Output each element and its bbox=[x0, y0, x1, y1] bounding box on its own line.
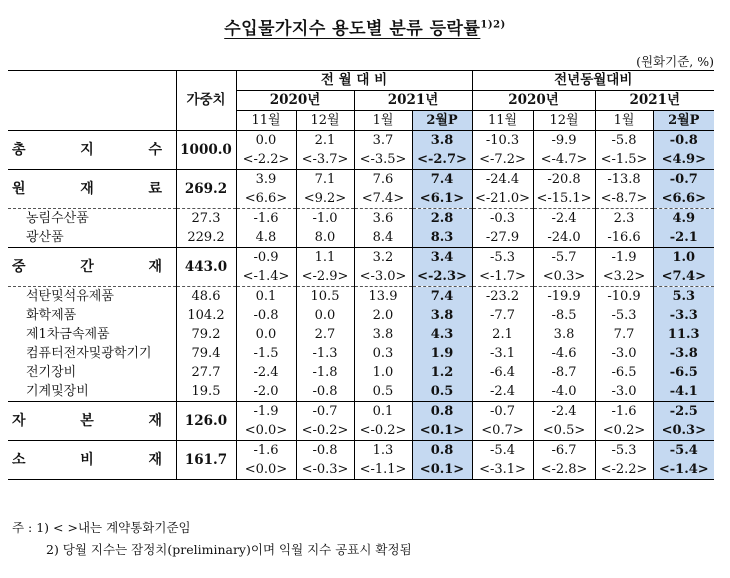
footnote-2: 2) 당월 지수는 잠정치(preliminary)이며 익월 지수 공표시 확정됨 bbox=[46, 542, 412, 557]
category-row bbox=[8, 170, 714, 190]
row-weight: 48.6 bbox=[176, 287, 236, 307]
value-cell: 11.3 bbox=[653, 325, 714, 344]
row-label bbox=[8, 382, 176, 402]
header-year: 2020년 bbox=[472, 91, 595, 111]
row-weight: 161.7 bbox=[176, 441, 236, 480]
subcategory-row bbox=[8, 287, 714, 307]
value-cell: -5.3 bbox=[472, 248, 533, 268]
contract-value-cell: <7.4> bbox=[653, 267, 714, 287]
row-weight: 27.7 bbox=[176, 363, 236, 382]
value-cell: 2.1 bbox=[472, 325, 533, 344]
value-cell: 1.9 bbox=[412, 344, 472, 363]
row-weight: 126.0 bbox=[176, 402, 236, 441]
value-cell: -6.7 bbox=[533, 441, 595, 461]
value-cell: 3.6 bbox=[354, 209, 412, 229]
contract-value-cell: <6.6> bbox=[653, 189, 714, 209]
value-cell: -1.6 bbox=[236, 441, 296, 461]
value-cell: -6.4 bbox=[472, 363, 533, 382]
value-cell: 1.2 bbox=[412, 363, 472, 382]
value-cell: -10.9 bbox=[595, 287, 653, 307]
contract-value-cell: <-3.0> bbox=[354, 267, 412, 287]
row-label-text: 농림수산품 bbox=[26, 211, 89, 226]
value-cell: 7.1 bbox=[296, 170, 354, 190]
value-cell: -2.5 bbox=[653, 402, 714, 422]
value-cell: 0.0 bbox=[236, 131, 296, 151]
row-weight: 104.2 bbox=[176, 306, 236, 325]
value-cell: 3.8 bbox=[533, 325, 595, 344]
row-label-text: 석탄및석유제품 bbox=[26, 289, 114, 304]
value-cell: -2.4 bbox=[533, 209, 595, 229]
contract-value-cell: <-2.7> bbox=[412, 150, 472, 170]
contract-value-cell: <4.9> bbox=[653, 150, 714, 170]
value-cell: 2.8 bbox=[412, 209, 472, 229]
value-cell: -0.7 bbox=[653, 170, 714, 190]
footnote-1: 주 : 1) < >내는 계약통화기준임 bbox=[12, 520, 191, 535]
category-row bbox=[8, 131, 714, 151]
value-cell: 0.8 bbox=[412, 441, 472, 461]
header-month: 12월 bbox=[296, 111, 354, 131]
contract-value-cell: <-2.2> bbox=[236, 150, 296, 170]
value-cell: 1.0 bbox=[354, 363, 412, 382]
contract-value-cell: <7.4> bbox=[354, 189, 412, 209]
value-cell: -8.5 bbox=[533, 306, 595, 325]
value-cell: 0.1 bbox=[236, 287, 296, 307]
contract-value-cell: <-1.4> bbox=[653, 460, 714, 480]
row-label bbox=[8, 248, 176, 287]
value-cell: -4.1 bbox=[653, 382, 714, 402]
value-cell: -3.1 bbox=[472, 344, 533, 363]
row-label bbox=[8, 441, 176, 480]
value-cell: -7.7 bbox=[472, 306, 533, 325]
value-cell: -4.0 bbox=[533, 382, 595, 402]
value-cell: -20.8 bbox=[533, 170, 595, 190]
header-month: 1월 bbox=[354, 111, 412, 131]
contract-value-cell: <-4.7> bbox=[533, 150, 595, 170]
value-cell: -5.3 bbox=[595, 441, 653, 461]
subcategory-row bbox=[8, 344, 714, 363]
value-cell: -1.6 bbox=[595, 402, 653, 422]
value-cell: 2.1 bbox=[296, 131, 354, 151]
contract-value-cell: <9.2> bbox=[296, 189, 354, 209]
value-cell: 0.1 bbox=[354, 402, 412, 422]
header-year: 2021년 bbox=[354, 91, 472, 111]
contract-value-cell: <3.2> bbox=[595, 267, 653, 287]
value-cell: -2.4 bbox=[236, 363, 296, 382]
value-cell: -3.8 bbox=[653, 344, 714, 363]
value-cell: -0.3 bbox=[472, 209, 533, 229]
row-weight: 269.2 bbox=[176, 170, 236, 209]
value-cell: -0.8 bbox=[653, 131, 714, 151]
value-cell: -5.4 bbox=[653, 441, 714, 461]
value-cell: 7.4 bbox=[412, 170, 472, 190]
row-label-text: 제1차금속제품 bbox=[26, 327, 110, 342]
value-cell: -0.9 bbox=[236, 248, 296, 268]
header-weight: 가중치 bbox=[176, 71, 236, 131]
row-label bbox=[8, 306, 176, 325]
row-label-text: 전기장비 bbox=[26, 365, 77, 380]
value-cell: 3.9 bbox=[236, 170, 296, 190]
value-cell: 0.5 bbox=[354, 382, 412, 402]
value-cell: -10.3 bbox=[472, 131, 533, 151]
row-weight: 19.5 bbox=[176, 382, 236, 402]
value-cell: 3.8 bbox=[412, 306, 472, 325]
value-cell: 2.7 bbox=[296, 325, 354, 344]
value-cell: 7.7 bbox=[595, 325, 653, 344]
row-label-text: 컴퓨터전자및광학기기 bbox=[26, 346, 152, 361]
value-cell: 8.4 bbox=[354, 228, 412, 248]
row-label-text: 소 비 재 bbox=[12, 451, 162, 468]
contract-value-cell: <-0.2> bbox=[354, 421, 412, 441]
contract-value-cell: <0.1> bbox=[412, 421, 472, 441]
value-cell: -24.4 bbox=[472, 170, 533, 190]
header-month: 11월 bbox=[236, 111, 296, 131]
contract-value-cell: <-2.9> bbox=[296, 267, 354, 287]
contract-value-cell: <-3.1> bbox=[472, 460, 533, 480]
value-cell: -0.7 bbox=[472, 402, 533, 422]
value-cell: 4.8 bbox=[236, 228, 296, 248]
row-label-text: 화학제품 bbox=[26, 308, 77, 323]
table-title bbox=[0, 14, 730, 39]
value-cell: -23.2 bbox=[472, 287, 533, 307]
value-cell: -3.0 bbox=[595, 382, 653, 402]
value-cell: 0.0 bbox=[296, 306, 354, 325]
value-cell: -2.1 bbox=[653, 228, 714, 248]
row-label-text: 광산품 bbox=[26, 230, 64, 245]
row-weight: 229.2 bbox=[176, 228, 236, 248]
subcategory-row bbox=[8, 363, 714, 382]
value-cell: -1.5 bbox=[236, 344, 296, 363]
row-label bbox=[8, 209, 176, 229]
contract-value-cell: <0.2> bbox=[595, 421, 653, 441]
row-label bbox=[8, 325, 176, 344]
value-cell: 8.0 bbox=[296, 228, 354, 248]
value-cell: -1.8 bbox=[296, 363, 354, 382]
contract-value-cell: <-3.5> bbox=[354, 150, 412, 170]
row-label bbox=[8, 228, 176, 248]
row-label bbox=[8, 170, 176, 209]
value-cell: 3.2 bbox=[354, 248, 412, 268]
value-cell: -0.8 bbox=[236, 306, 296, 325]
value-cell: -24.0 bbox=[533, 228, 595, 248]
value-cell: 3.4 bbox=[412, 248, 472, 268]
subcategory-row bbox=[8, 209, 714, 229]
row-weight: 1000.0 bbox=[176, 131, 236, 170]
row-label-text: 총 지 수 bbox=[12, 141, 162, 158]
value-cell: 2.0 bbox=[354, 306, 412, 325]
subcategory-row bbox=[8, 306, 714, 325]
value-cell: -13.8 bbox=[595, 170, 653, 190]
title-footnote-marks: 1)2) bbox=[480, 19, 506, 31]
value-cell: -27.9 bbox=[472, 228, 533, 248]
contract-value-cell: <-2.3> bbox=[412, 267, 472, 287]
value-cell: 0.3 bbox=[354, 344, 412, 363]
value-cell: -5.3 bbox=[595, 306, 653, 325]
header-empty bbox=[8, 71, 176, 131]
row-weight: 443.0 bbox=[176, 248, 236, 287]
contract-value-cell: <-1.7> bbox=[472, 267, 533, 287]
value-cell: -1.9 bbox=[236, 402, 296, 422]
header-month: 11월 bbox=[472, 111, 533, 131]
value-cell: -2.0 bbox=[236, 382, 296, 402]
value-cell: 8.3 bbox=[412, 228, 472, 248]
value-cell: -1.3 bbox=[296, 344, 354, 363]
contract-value-cell: <-1.5> bbox=[595, 150, 653, 170]
value-cell: -9.9 bbox=[533, 131, 595, 151]
row-label bbox=[8, 287, 176, 307]
subcategory-row bbox=[8, 325, 714, 344]
contract-value-cell: <-15.1> bbox=[533, 189, 595, 209]
value-cell: -2.4 bbox=[533, 402, 595, 422]
header-mom: 전 월 대 비 bbox=[236, 71, 472, 91]
value-cell: 0.0 bbox=[236, 325, 296, 344]
value-cell: 5.3 bbox=[653, 287, 714, 307]
value-cell: 7.6 bbox=[354, 170, 412, 190]
value-cell: -2.4 bbox=[472, 382, 533, 402]
category-row bbox=[8, 248, 714, 268]
row-label bbox=[8, 363, 176, 382]
value-cell: 3.7 bbox=[354, 131, 412, 151]
value-cell: -8.7 bbox=[533, 363, 595, 382]
value-cell: -1.9 bbox=[595, 248, 653, 268]
header-year: 2020년 bbox=[236, 91, 354, 111]
value-cell: -5.8 bbox=[595, 131, 653, 151]
row-weight: 79.2 bbox=[176, 325, 236, 344]
category-row bbox=[8, 441, 714, 461]
contract-value-cell: <6.6> bbox=[236, 189, 296, 209]
value-cell: -4.6 bbox=[533, 344, 595, 363]
header-month: 12월 bbox=[533, 111, 595, 131]
contract-value-cell: <0.1> bbox=[412, 460, 472, 480]
value-cell: -0.7 bbox=[296, 402, 354, 422]
subcategory-row bbox=[8, 382, 714, 402]
contract-value-cell: <-7.2> bbox=[472, 150, 533, 170]
header-month: 2월P bbox=[653, 111, 714, 131]
header-month: 1월 bbox=[595, 111, 653, 131]
row-label-text: 중 간 재 bbox=[12, 258, 162, 275]
contract-value-cell: <0.0> bbox=[236, 421, 296, 441]
contract-value-cell: <6.1> bbox=[412, 189, 472, 209]
contract-value-cell: <0.7> bbox=[472, 421, 533, 441]
header-year: 2021년 bbox=[595, 91, 714, 111]
header-month: 2월P bbox=[412, 111, 472, 131]
value-cell: -0.8 bbox=[296, 441, 354, 461]
contract-value-cell: <-2.8> bbox=[533, 460, 595, 480]
value-cell: -16.6 bbox=[595, 228, 653, 248]
contract-value-cell: <-0.3> bbox=[296, 460, 354, 480]
value-cell: 10.5 bbox=[296, 287, 354, 307]
value-cell: 0.5 bbox=[412, 382, 472, 402]
value-cell: -3.3 bbox=[653, 306, 714, 325]
title-text: 수입물가지수 용도별 분류 등락률 bbox=[224, 19, 481, 39]
value-cell: 0.8 bbox=[412, 402, 472, 422]
row-label bbox=[8, 402, 176, 441]
value-cell: -19.9 bbox=[533, 287, 595, 307]
value-cell: -1.6 bbox=[236, 209, 296, 229]
value-cell: -3.0 bbox=[595, 344, 653, 363]
value-cell: -5.4 bbox=[472, 441, 533, 461]
contract-value-cell: <-0.2> bbox=[296, 421, 354, 441]
category-row bbox=[8, 402, 714, 422]
value-cell: 3.8 bbox=[412, 131, 472, 151]
value-cell: 7.4 bbox=[412, 287, 472, 307]
contract-value-cell: <0.5> bbox=[533, 421, 595, 441]
value-cell: -6.5 bbox=[653, 363, 714, 382]
value-cell: 4.3 bbox=[412, 325, 472, 344]
row-weight: 27.3 bbox=[176, 209, 236, 229]
contract-value-cell: <-1.1> bbox=[354, 460, 412, 480]
value-cell: -6.5 bbox=[595, 363, 653, 382]
contract-value-cell: <-3.7> bbox=[296, 150, 354, 170]
row-label-text: 자 본 재 bbox=[12, 412, 162, 429]
row-weight: 79.4 bbox=[176, 344, 236, 363]
header-row-groups bbox=[8, 71, 714, 91]
contract-value-cell: <-21.0> bbox=[472, 189, 533, 209]
value-cell: 3.8 bbox=[354, 325, 412, 344]
contract-value-cell: <-2.2> bbox=[595, 460, 653, 480]
contract-value-cell: <0.0> bbox=[236, 460, 296, 480]
value-cell: -5.7 bbox=[533, 248, 595, 268]
value-cell: -0.8 bbox=[296, 382, 354, 402]
contract-value-cell: <-8.7> bbox=[595, 189, 653, 209]
value-cell: 1.1 bbox=[296, 248, 354, 268]
subcategory-row bbox=[8, 228, 714, 248]
row-label bbox=[8, 131, 176, 170]
contract-value-cell: <0.3> bbox=[653, 421, 714, 441]
row-label-text: 원 재 료 bbox=[12, 180, 162, 197]
row-label bbox=[8, 344, 176, 363]
value-cell: 2.3 bbox=[595, 209, 653, 229]
value-cell: 1.0 bbox=[653, 248, 714, 268]
value-cell: 4.9 bbox=[653, 209, 714, 229]
value-cell: 1.3 bbox=[354, 441, 412, 461]
contract-value-cell: <-1.4> bbox=[236, 267, 296, 287]
import-price-table bbox=[8, 70, 714, 480]
contract-value-cell: <0.3> bbox=[533, 267, 595, 287]
unit-label: (원화기준, %) bbox=[636, 54, 714, 69]
value-cell: -1.0 bbox=[296, 209, 354, 229]
row-label-text: 기계및장비 bbox=[26, 384, 89, 399]
header-yoy: 전년동월대비 bbox=[472, 71, 714, 91]
value-cell: 13.9 bbox=[354, 287, 412, 307]
